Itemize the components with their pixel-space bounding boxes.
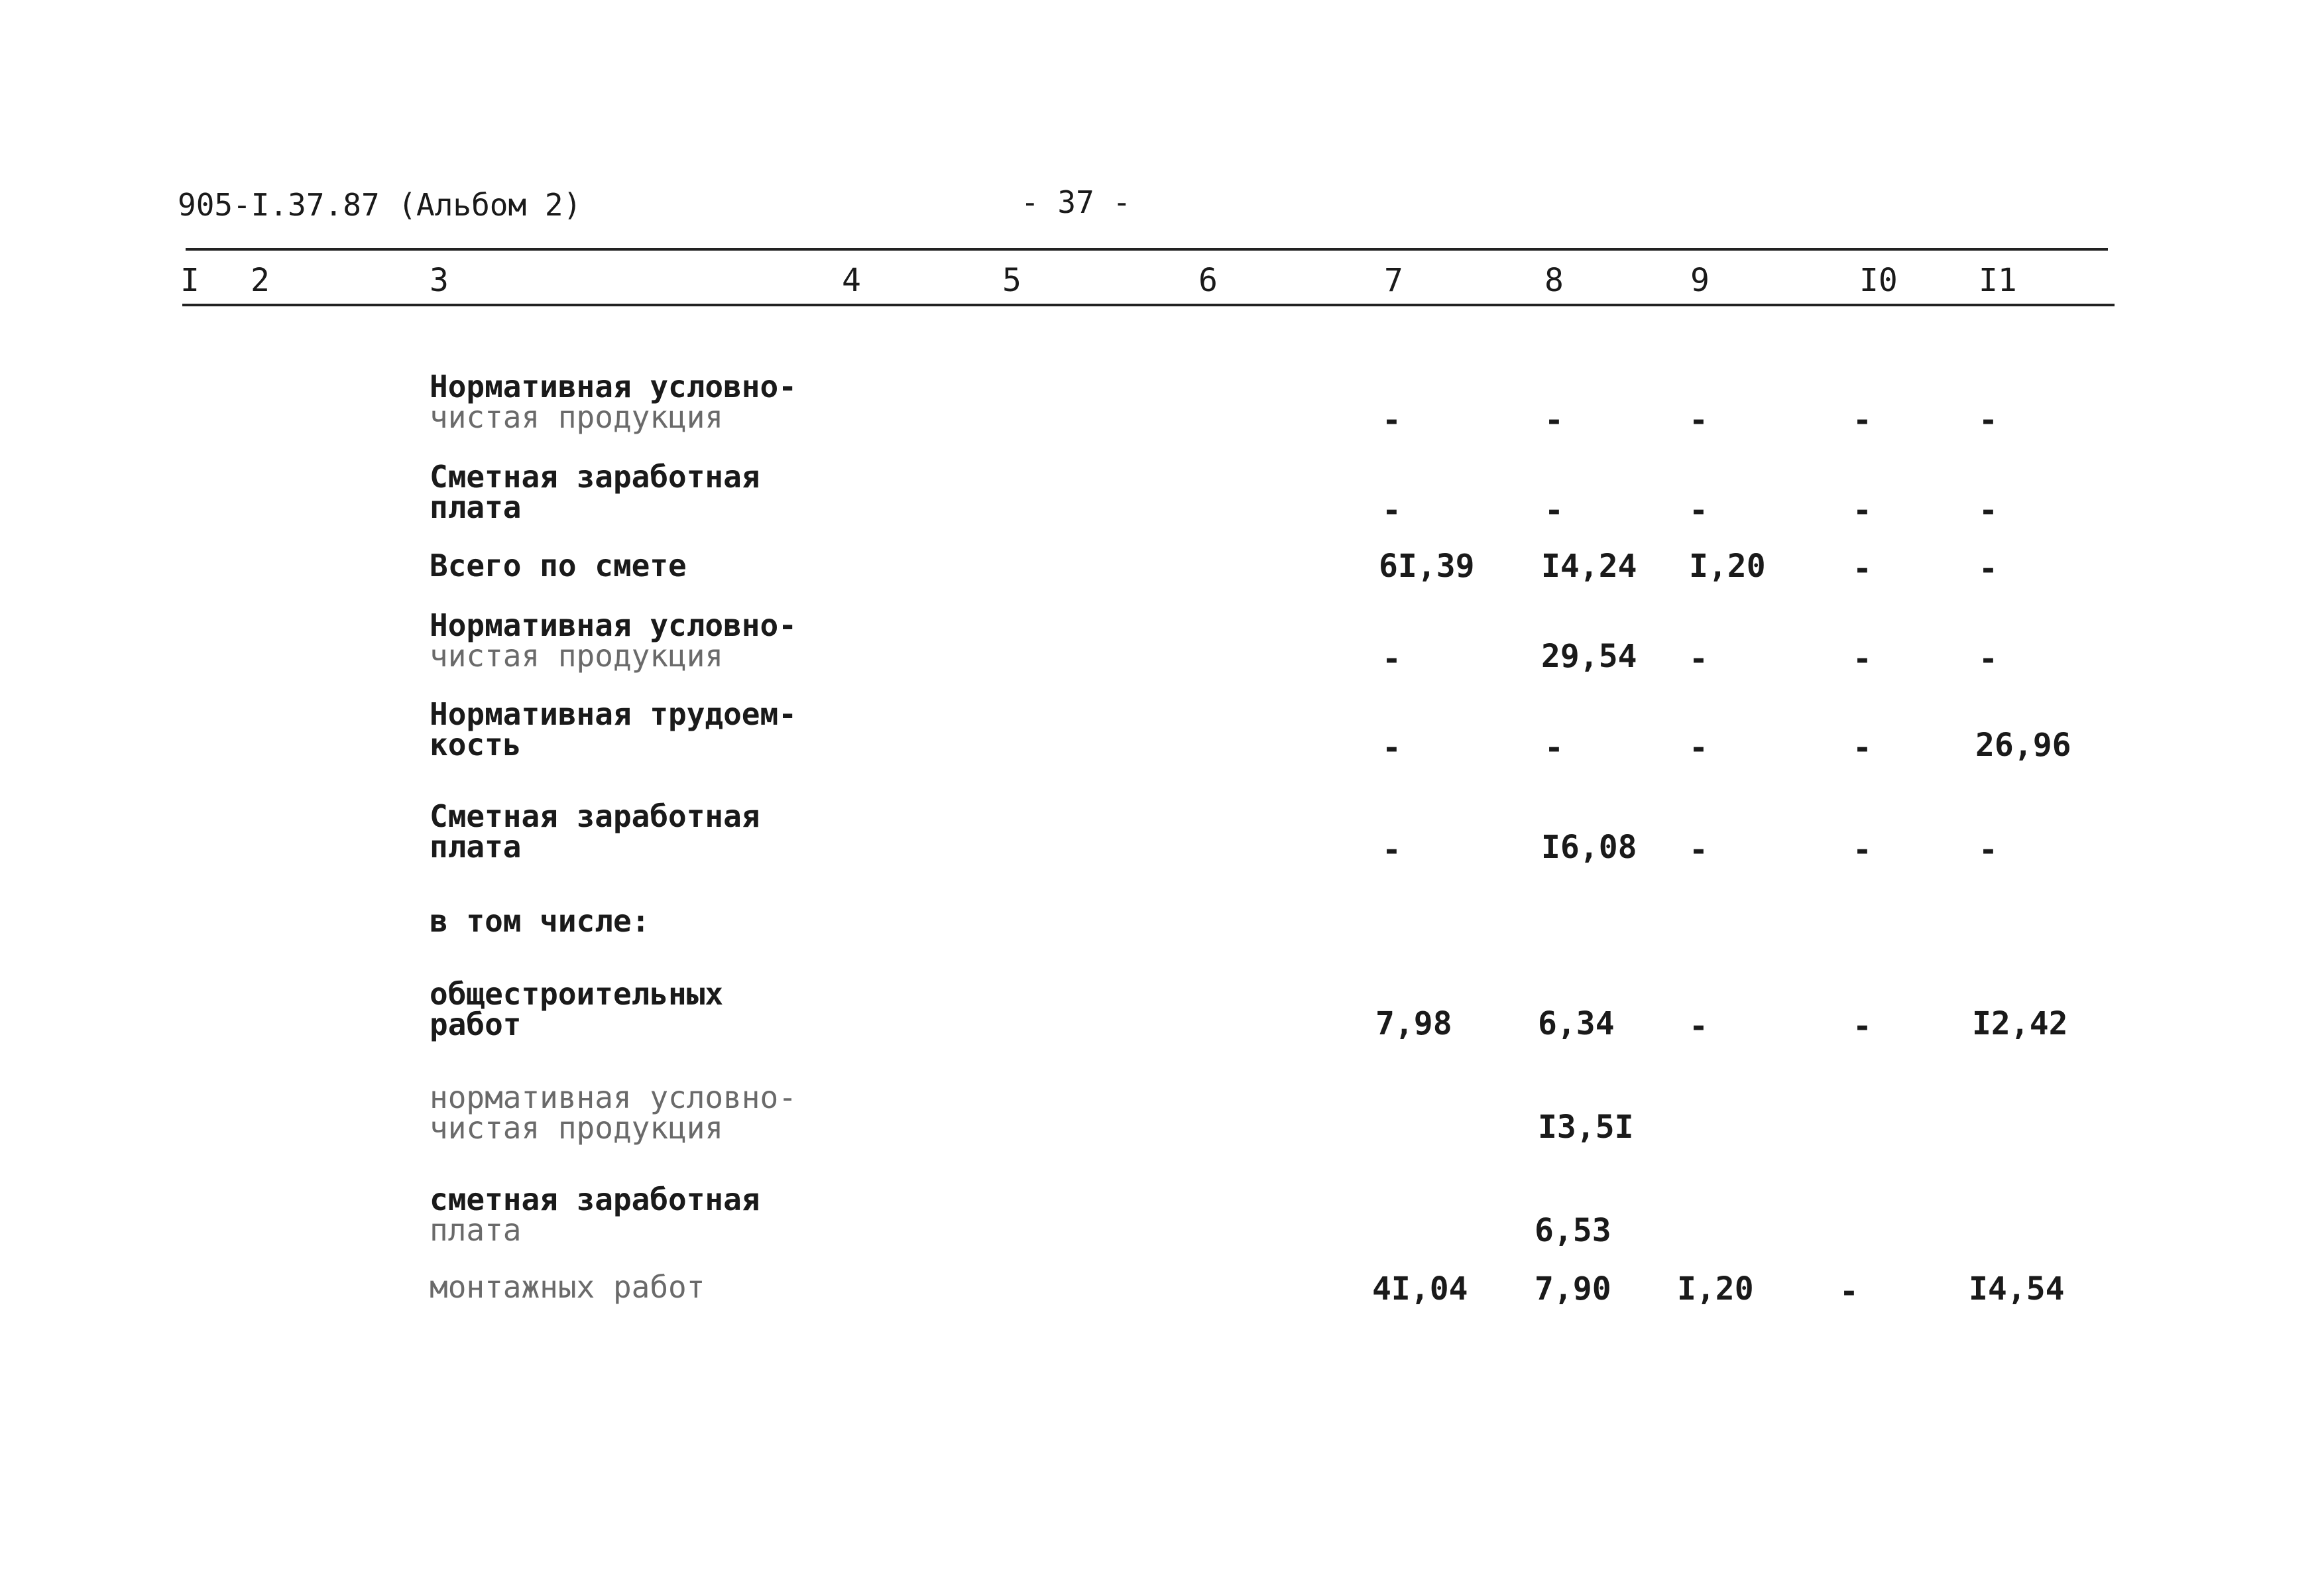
row-label <box>430 369 797 435</box>
row-label-line: чистая продукция <box>430 1110 724 1146</box>
cell-col10: - <box>1853 729 1872 766</box>
cell-col10: - <box>1853 492 1872 529</box>
cell-col8: I3,5I <box>1538 1109 1634 1146</box>
row-label <box>430 1269 705 1305</box>
column-number-8: 8 <box>1544 262 1564 299</box>
cell-col8: 7,90 <box>1535 1270 1611 1308</box>
cell-col7: - <box>1382 402 1401 439</box>
row-label-line: плата <box>430 1212 522 1248</box>
cell-col8: 29,54 <box>1541 638 1637 675</box>
cell-col7: - <box>1382 729 1401 766</box>
cell-col8: - <box>1544 492 1564 529</box>
cell-col11: I2,42 <box>1972 1005 2068 1042</box>
row-label-line: Нормативная условно- <box>430 607 797 643</box>
cell-col7: 7,98 <box>1375 1005 1452 1042</box>
row-label-line: Нормативная условно- <box>430 369 797 404</box>
cell-col10: - <box>1853 641 1872 678</box>
cell-col8: I6,08 <box>1541 829 1637 866</box>
column-number-11: I1 <box>1979 262 2017 299</box>
cell-col11: I4,54 <box>1969 1270 2065 1308</box>
row-label-line: в том числе: <box>430 903 650 939</box>
column-number-10: I0 <box>1859 262 1898 299</box>
row-label-line: общестроительных <box>430 976 724 1012</box>
row-label <box>430 976 724 1042</box>
cell-col9: - <box>1689 1008 1708 1045</box>
cell-col11: - <box>1979 831 1998 869</box>
row-label <box>430 1079 797 1146</box>
cell-col9: I,20 <box>1689 548 1766 585</box>
row-label <box>430 798 760 865</box>
cell-col10: - <box>1853 550 1872 587</box>
row-label <box>430 607 797 674</box>
row-label-line: сметная заработная <box>430 1182 760 1217</box>
row-label-line: Сметная заработная <box>430 798 760 834</box>
row-label-line: чистая продукция <box>430 399 724 435</box>
cell-col11: - <box>1979 641 1998 678</box>
cell-col9: - <box>1689 831 1708 869</box>
row-label-line: Нормативная трудоем- <box>430 696 797 732</box>
header-rule <box>182 304 2115 306</box>
row-label <box>430 1182 760 1248</box>
row-label <box>430 696 797 763</box>
cell-col8: I4,24 <box>1541 548 1637 585</box>
cell-col7: 6I,39 <box>1379 548 1475 585</box>
row-label-line: плата <box>430 829 522 865</box>
column-number-2: 2 <box>251 262 270 299</box>
cell-col7: - <box>1382 641 1401 678</box>
cell-col9: - <box>1689 402 1708 439</box>
column-number-7: 7 <box>1384 262 1403 299</box>
row-label-line: Всего по смете <box>430 548 687 583</box>
cell-col9: I,20 <box>1677 1270 1754 1308</box>
row-label <box>430 550 687 581</box>
document-code: 905-I.37.87 (Альбом 2) <box>178 187 582 223</box>
cell-col10: - <box>1839 1273 1859 1310</box>
row-label-line: чистая продукция <box>430 638 724 674</box>
row-label-line: Сметная заработная <box>430 459 760 495</box>
column-number-9: 9 <box>1690 262 1710 299</box>
cell-col11: - <box>1979 492 1998 529</box>
cell-col9: - <box>1689 641 1708 678</box>
row-label-line: работ <box>430 1007 522 1042</box>
column-number-5: 5 <box>1002 262 1021 299</box>
column-number-3: 3 <box>430 262 449 299</box>
cell-col10: - <box>1853 1008 1872 1045</box>
row-label <box>430 903 650 939</box>
column-number-4: 4 <box>842 262 861 299</box>
cell-col11: 26,96 <box>1975 727 2071 764</box>
row-label-line: нормативная условно- <box>430 1079 797 1115</box>
cell-col10: - <box>1853 402 1872 439</box>
cell-col9: - <box>1689 492 1708 529</box>
row-label-line: монтажных работ <box>430 1269 705 1305</box>
cell-col7: 4I,04 <box>1372 1270 1468 1308</box>
cell-col9: - <box>1689 729 1708 766</box>
top-rule <box>186 248 2108 251</box>
cell-col8: 6,53 <box>1535 1212 1611 1249</box>
cell-col7: - <box>1382 831 1401 869</box>
cell-col11: - <box>1979 550 1998 587</box>
cell-col8: - <box>1544 402 1564 439</box>
row-label <box>430 459 760 525</box>
row-label-line: плата <box>430 489 522 525</box>
column-number-6: 6 <box>1198 262 1218 299</box>
row-label-line: кость <box>430 727 522 763</box>
column-number-1: I <box>180 262 200 299</box>
cell-col10: - <box>1853 831 1872 869</box>
page-number: - 37 - <box>1021 184 1132 220</box>
cell-col7: - <box>1382 492 1401 529</box>
cell-col11: - <box>1979 402 1998 439</box>
cell-col8: - <box>1544 729 1564 766</box>
cell-col8: 6,34 <box>1538 1005 1615 1042</box>
